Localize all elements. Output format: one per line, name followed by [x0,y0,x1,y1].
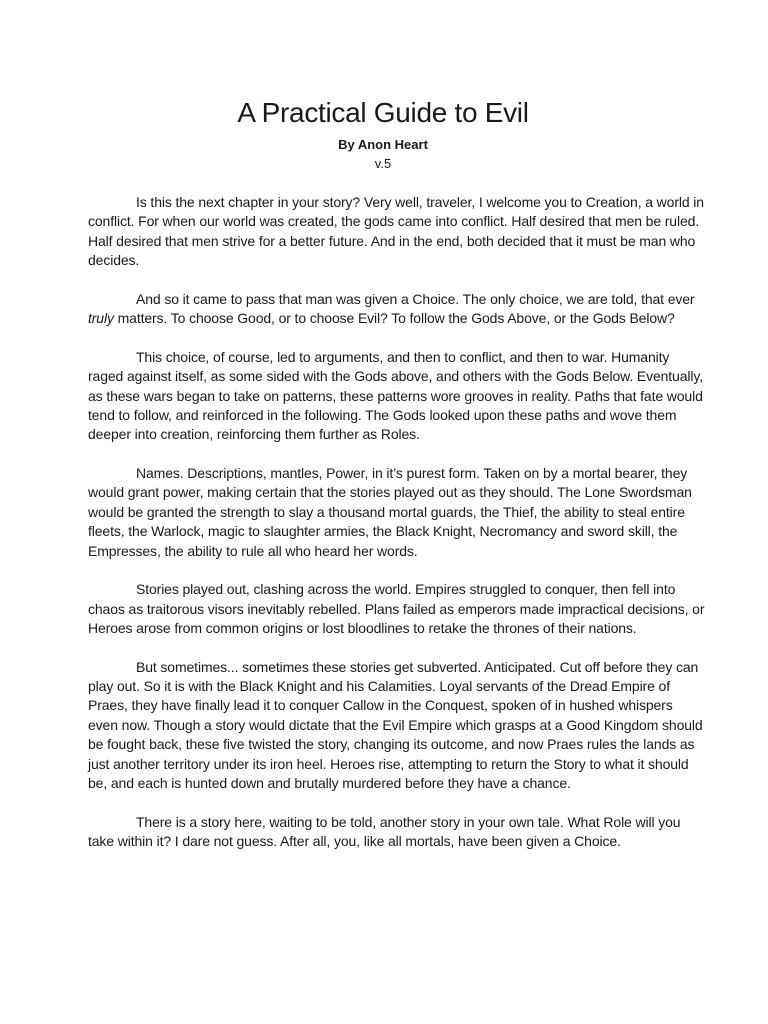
document-title: A Practical Guide to Evil [237,97,529,128]
paragraph-5: Stories played out, clashing across the world. Empires struggled to conquer, then fell into chaos as traitorous visors inevitably rebelled. Plans failed as emperors made impractical decisions, or Heroes arose from common origins or lost bloodlines to retake the thrones of their nations. [88,581,705,637]
paragraph-4: Names. Descriptions, mantles, Power, in it’s purest form. Taken on by a mortal bearer, they would grant power, making certain that the stories played out as they should. The Lone Swordsman would be granted the strength to slay a thousand mortal guards, the Thief, the ability to steal entire fleets, the Warlock, magic to slaughter armies, the Black Knight, Necromancy and sword skill, the Empresses, the ability to rule all who heard her words. [88,465,692,559]
paragraph-2-text-after: matters. To choose Good, or to choose Evil? To follow the Gods Above, or the Gods Below? [113,310,675,327]
paragraph-2-emphasis: truly [88,310,114,327]
paragraph-6: But sometimes... sometimes these stories get subverted. Anticipated. Cut off before they can play out. So it is with the Black Knight and his Calamities. Loyal servants of the Dread Empire of Praes, they have finally lead it to conquer Callow in the Conquest, spoken of in hushed whispers even now. Though a story would dictate that the Evil Empire which grasps at a Good Kingdom should be fought back, these five twisted the story, changing its outcome, and now Praes rules the lands as just another territory under its iron heel. Heroes rise, attempting to return the Story to what it should be, and each is hunted down and brutally murdered before they have a chance. [88,658,703,792]
document-body [88,193,706,871]
paragraph-2-text-before: And so it came to pass that man was given a Choice. The only choice, we are told, that ever [136,290,695,307]
version-label: v.5 [374,156,392,171]
author-line: By Anon Heart [338,137,428,152]
paragraph-1: Is this the next chapter in your story? Very well, traveler, I welcome you to Creation, a world in conflict. For when our world was created, the gods came into conflict. Half desired that men be ruled. Half desired that men strive for a better future. And in the end, both decided that it must be man who decides. [88,194,704,269]
paragraph-3: This choice, of course, led to arguments, and then to conflict, and then to war. Humanity raged against itself, as some sided with the Gods above, and others with the Gods Below. Eventually, as these wars began to take on patterns, these patterns wore grooves in reality. Paths that fate would tend to follow, and reinforced in the following. The Gods looked upon these paths and wove them deeper into creation, reinforcing them further as Roles. [88,348,703,443]
paragraph-7: There is a story here, waiting to be told, another story in your own tale. What Role will you take within it? I dare not guess. After all, you, like all mortals, have been given a Choice. [88,813,681,850]
paragraph-2 [88,290,706,329]
